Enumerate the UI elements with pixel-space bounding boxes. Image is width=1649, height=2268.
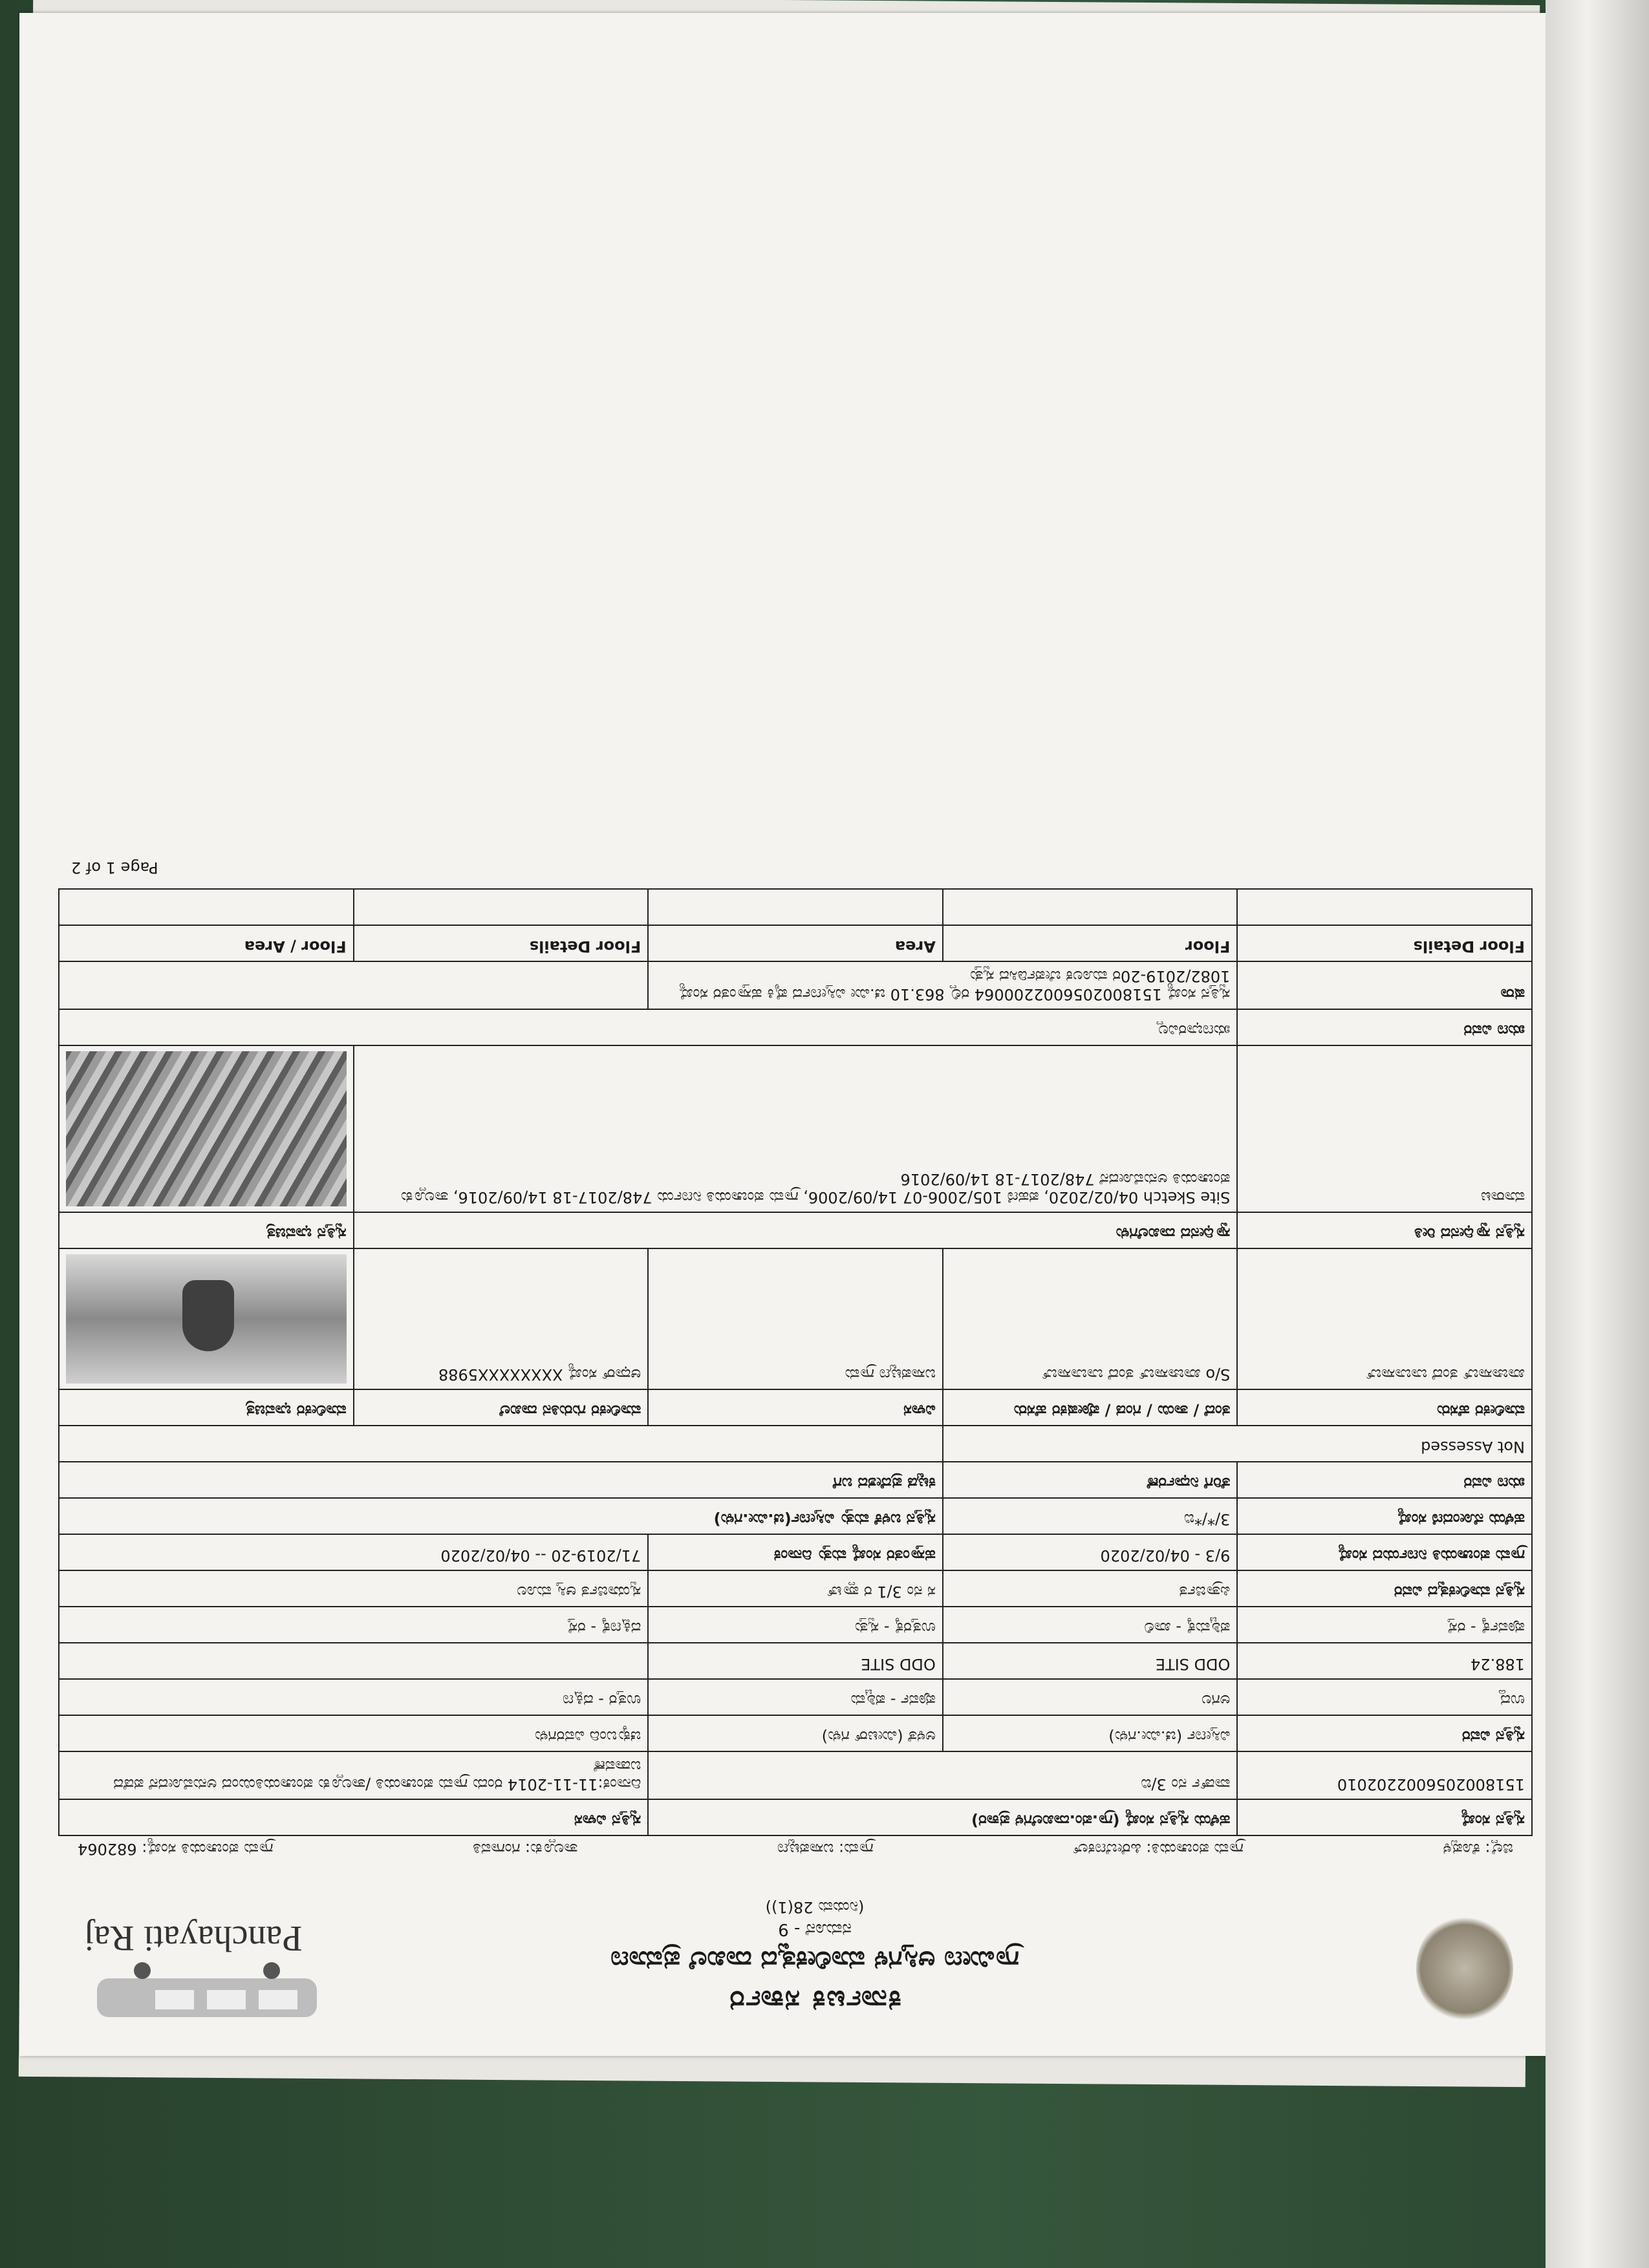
table-cell: ಪಶ್ಚಿಮಕ್ಕೆ - ಖಾಲಿ (943, 1607, 1238, 1643)
table-cell: ವಿಸ್ತೀರ್ಣ (ಚ.ಮೀ.ಗಳು) (943, 1715, 1238, 1751)
table-cell: ವಿಳಾಸ (648, 1389, 943, 1426)
table-cell: ಪೂರ್ವ - ಪಶ್ಚಿಮ (648, 1679, 943, 1715)
table-cell: Site Sketch 04/02/2020, ಪಹಣಿ 105/2006-07 14/09/2006, ಗ್ರಾಮ ಪಂಚಾಯತಿ ನಿರ್ಣಯ 748/2017-18 14/09/2016, ತಾಲ್ಲೂಕು ಪಂಚಾಯತಿ ಅನುಮೋದನೆ 748/2017-18 14/09/2016 (354, 1045, 1238, 1212)
table-cell: ದಕ್ಷಿಣಕ್ಕೆ - ರಸ್ತೆ (59, 1607, 648, 1643)
table-cell: ಋಣ ವಿವರ (1237, 1462, 1532, 1498)
table-cell: ಸ್ವಯಾರ್ಜಿತ ಆಸ್ತಿ ಮೂಲ (59, 1570, 648, 1607)
table-cell: ಪೂರ್ವಕ್ಕೆ - ರಸ್ತೆ (1237, 1607, 1532, 1643)
table-row (59, 1248, 1532, 1389)
table-row (59, 1751, 1532, 1799)
table-cell: ಮಾಲೀಕರ ಹೆಸರು (1237, 1389, 1532, 1426)
table-cell: ಪಿತ್ರಾರ್ಜಿತ (943, 1570, 1238, 1607)
table-cell: ಮಾಲೀಕರ ಭಾವಚಿತ್ರ (59, 1389, 354, 1426)
panchayat-code: ಗ್ರಾಮ ಪಂಚಾಯತಿ ಸಂಖ್ಯೆ: 682064 (78, 1840, 274, 1858)
owner-photo-image (66, 1254, 347, 1384)
table-cell: ಗ್ರಾಮ ಪಂಚಾಯತಿ ನಿರ್ಣಯದ ಸಂಖ್ಯೆ (1237, 1534, 1532, 1570)
table-cell: ಅಳತೆ (ಮೀಟರ್ ಗಳು) (648, 1715, 943, 1751)
table-cell: 188.24 (1237, 1643, 1532, 1679)
table-cell: Floor Details (1237, 925, 1532, 961)
table-cell: ಚಕ್ಕುಬಂದಿ ವಿವರಗಳು (59, 1715, 648, 1751)
table-cell: Floor / Area (59, 925, 354, 961)
table-cell: 1518002056002202010 (1237, 1751, 1532, 1799)
table-cell: ಋಣಭಾರವಿಲ್ಲ (59, 1009, 1237, 1045)
table-cell: ಆಧಾರ್ ಸಂಖ್ಯೆ XXXXXXXX5988 (354, 1248, 649, 1389)
table-row (59, 1570, 1532, 1607)
table-cell: ಉದ್ದ (1237, 1679, 1532, 1715)
table-cell: 71/2019-20 -- 04/02/2020 (59, 1534, 648, 1570)
table-cell: ಅಗಲ (943, 1679, 1238, 1715)
owner-photo (59, 1248, 354, 1389)
table-cell: Floor Details (354, 925, 649, 961)
table-row (59, 889, 1532, 925)
table-cell: ಸ್ವತ್ತಿನ ಸ್ವಾಧೀನದ ರೀತಿ (1237, 1212, 1532, 1248)
table-row (59, 1498, 1532, 1534)
table-cell: ODD SITE (648, 1643, 943, 1679)
table-cell (648, 889, 943, 925)
table-cell: ಮಾಲೀಕರ ಗುರುತಿನ ದಾಖಲೆ (354, 1389, 649, 1426)
page-edge (1546, 0, 1649, 2268)
table-cell: ಸ್ವತ್ತಿನ ವಿವರ (1237, 1715, 1532, 1751)
table-row (59, 1462, 1532, 1498)
table-cell: ಬಸಾಪಟ್ಟಣ ಗ್ರಾಮ (648, 1248, 943, 1389)
location-row (58, 1836, 1533, 1862)
table-cell: ಹಳೆಯ ಸ್ವತ್ತಿನ ಸಂಖ್ಯೆ (ಗ್ರಾ.ಪಂ.ದಾಖಲೆಗಳ ಪ್ರಕಾರ) (648, 1799, 1237, 1835)
table-cell: ವಾರ್ಡ್ ನಂ 3/ಬಿ (648, 1751, 1237, 1799)
table-cell: ಮಾರಾಟ (1237, 1045, 1532, 1212)
table-cell: ಕಟ್ಟಡ ಪ್ರದೇಶದ ಬಗೆ (59, 1462, 943, 1498)
table-cell: Not Assessed (943, 1426, 1532, 1462)
table-cell: ತೆರಿಗೆ ನಿರ್ಧಾರಣೆ (943, 1462, 1238, 1498)
document-header (58, 1862, 1533, 2043)
district-label: ಜಿಲ್ಲೆ: ಕೊಪ್ಪಳ (1443, 1840, 1513, 1858)
table-cell: ಸ್ವತ್ತಿನ ಭಾವಚಿತ್ರ (59, 1212, 354, 1248)
table-row (59, 1679, 1532, 1715)
floor-label: Floor (301, 937, 347, 956)
table-cell: ಉತ್ತರ - ದಕ್ಷಿಣ (59, 1679, 648, 1715)
table-cell (59, 1643, 648, 1679)
table-row (59, 1607, 1532, 1643)
logo-text: Panchayati Raj (84, 1918, 303, 1958)
table-cell: ODD SITE (943, 1643, 1238, 1679)
table-cell: ಸ್ವತ್ತಿನ ಮಾಲೀಕತ್ವದ ವಿವರ (1237, 1570, 1532, 1607)
table-cell: ಸ ನಂ 3/1 ರ ಪ್ಲಾಟ್ (648, 1570, 943, 1607)
table-row (59, 1426, 1532, 1462)
table-row (59, 1534, 1532, 1570)
table-cell: ದಿನಾಂಕ:11-11-2014 ರಂದು ಗ್ರಾಮ ಪಂಚಾಯತಿ /ತಾಲ್ಲೂಕು ಪಂಚಾಯತಿಯಿಂದ ಅನುಮೋದನೆ ಪಡೆದ ಬಡಾವಣೆ (59, 1751, 648, 1799)
table-cell: Area (648, 925, 943, 961)
govt-title: ಕರ್ನಾಟಕ ಸರ್ಕಾರ (728, 1984, 901, 2017)
table-cell: S/o ಖಾಜಾಸಾಬ್ ತಂದೆ ಬಾಬಾಸಾಬ್ (943, 1248, 1238, 1389)
page-number: Page 1 of 2 (71, 859, 158, 877)
site-photo (59, 1045, 354, 1212)
table-row (59, 1389, 1532, 1426)
table-cell (59, 961, 648, 1009)
table-cell: ಸ್ವತ್ತಿನ ವಿಳಾಸ (59, 1799, 648, 1835)
table-row (59, 1212, 1532, 1248)
document (19, 13, 1571, 2056)
form-number: ನಮೂನೆ - 9 (778, 1920, 852, 1939)
doc-title: ಗ್ರಾಮೀಣ ಆಸ್ತಿಗಳ ಮಾಲೀಕತ್ವದ ದಾಖಲೆ ಪ್ರಮಾಣ (610, 1945, 1019, 1975)
area-label: Area (244, 937, 285, 956)
table-cell (943, 889, 1238, 925)
table-cell: 9/3 - 04/02/2020 (943, 1534, 1238, 1570)
village-label: ಗ್ರಾಮ: ಬಸಾಪಟ್ಟಣ (777, 1840, 874, 1858)
panchayat-label: ಗ್ರಾಮ ಪಂಚಾಯತಿ: ಹಿರೇಬೆಣಕಲ್ (1073, 1840, 1244, 1858)
table-cell: ಹಸ್ತಾಂತರ ಸಂಖ್ಯೆ ಮತ್ತು ದಿನಾಂಕ (648, 1534, 943, 1570)
table-cell: ಉತ್ತರಕ್ಕೆ - ಸ್ವತ್ತು (648, 1607, 943, 1643)
table-cell: ಖಾಜಾಸಾಬ್ ತಂದೆ ಬಾಬಾಸಾಬ್ (1237, 1248, 1532, 1389)
table-cell: ಸ್ವತ್ತಿನ ಸಂಖ್ಯೆ (1237, 1799, 1532, 1835)
table-cell: ಸ್ವಾಧೀನದ ದಾಖಲೆಗಳು (354, 1212, 1238, 1248)
table-cell (354, 889, 649, 925)
table-cell: ಷರಾ (1237, 961, 1532, 1009)
table-row (59, 1045, 1532, 1212)
property-table (58, 888, 1533, 1836)
taluk-label: ತಾಲ್ಲೂಕು: ಗಂಗಾವತಿ (473, 1840, 578, 1858)
table-cell (59, 1426, 943, 1462)
table-cell (1237, 889, 1532, 925)
table-row (59, 925, 1532, 961)
table-cell: ಸ್ವತ್ತಿನ ಬಳಕೆ ಮತ್ತು ವಿಸ್ತೀರ್ಣ(ಚ.ಮೀ.ಗಳು) (59, 1498, 943, 1534)
table-cell: ಋಣ ವಿವರ (1237, 1009, 1532, 1045)
table-cell: ತಂದೆ / ತಾಯಿ / ಗಂಡ / ಪೋಷಕರ ಹೆಸರು (943, 1389, 1238, 1426)
state-emblem-icon (1416, 1914, 1513, 2024)
table-row (59, 1799, 1532, 1835)
table-cell: Floor (943, 925, 1238, 961)
table-cell (59, 889, 354, 925)
table-cell: ಸ್ವತ್ತಿನ ಸಂಖ್ಯೆ 1518002056002200064 ರಲ್ಲಿ 863.10 ಚ.ಮೀ ವಿಸ್ತೀರ್ಣದ ಪೈಕಿ ಹಸ್ತಾಂತರ ಸಂಖ್ಯೆ 1082/2019-20ರ ಮೂಲಕ ಬೇರ್ಪಡಿಸಿದ ಸ್ವತ್ತು (648, 961, 1237, 1009)
table-cell: 3/*/*ಬಿ (943, 1498, 1238, 1534)
table-row (59, 1715, 1532, 1751)
table-cell: ಹಳೆಯ ನೋಂದಣಿ ಸಂಖ್ಯೆ (1237, 1498, 1532, 1534)
rule-number: (ನಿಯಮ 28(1)) (765, 1898, 865, 1916)
panchayati-raj-logo (84, 1901, 356, 2030)
bus-logo-icon (84, 1959, 330, 2030)
table-row (59, 961, 1532, 1009)
table-row (59, 1009, 1532, 1045)
table-row (59, 1643, 1532, 1679)
site-photo-image (66, 1051, 347, 1206)
